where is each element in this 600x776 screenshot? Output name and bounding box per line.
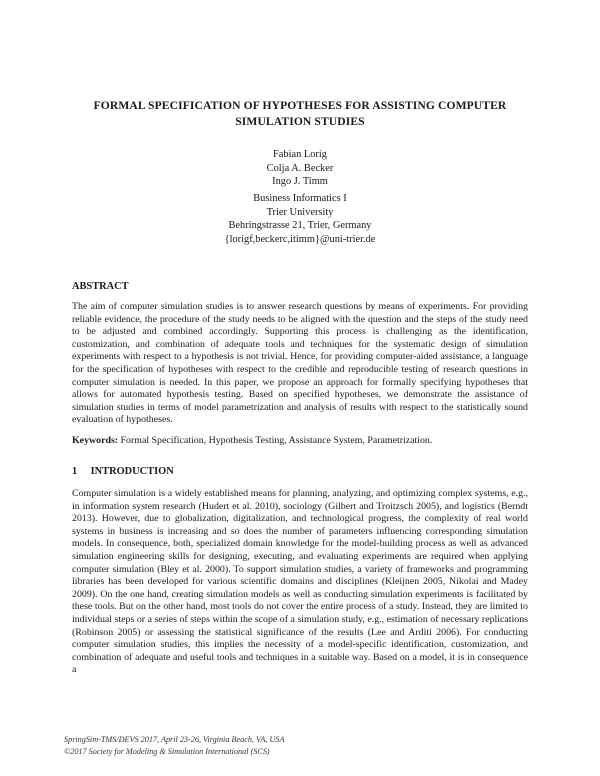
conference-line: SpringSim-TMS/DEVS 2017, April 23-26, Virginia Beach, VA, USA bbox=[64, 735, 285, 744]
affiliation-university: Trier University bbox=[266, 206, 334, 218]
abstract-heading: ABSTRACT bbox=[72, 281, 129, 292]
section-title: INTRODUCTION bbox=[90, 466, 174, 477]
keywords-label: Keywords: bbox=[72, 435, 119, 446]
author-name: Colja A. Becker bbox=[266, 162, 334, 174]
paper-title bbox=[72, 98, 528, 130]
introduction-heading bbox=[72, 466, 174, 477]
section-number: 1 bbox=[72, 466, 78, 477]
affiliation-address: Behringstrasse 21, Trier, Germany bbox=[228, 220, 372, 231]
copyright-line: ©2017 Society for Modeling & Simulation International (SCS) bbox=[64, 746, 270, 756]
title-line-1: FORMAL SPECIFICATION OF HYPOTHESES FOR ASSISTING COMPUTER bbox=[93, 99, 507, 112]
author-name: Fabian Lorig bbox=[273, 149, 327, 160]
affiliation-department: Business Informatics I bbox=[253, 193, 347, 204]
keywords-text: Formal Specification, Hypothesis Testing, Assistance System, Parametrization. bbox=[120, 435, 433, 446]
abstract-text: The aim of computer simulation studies is to answer research questions by means of experiments. For providing reliable evidence, the procedure of the study needs to be aligned with the question and the steps of the study need to be adjusted and combined accordingly. Supporting this process is challenging as the identification, customization, and combination of adequate tools and techniques for the systematic design of simulation experiments with respect to a hypothesis is not trivial. Hence, for providing computer-aided assistance, a language for the specification of hypotheses with respect to the credible and reproducible testing of research questions in computer simulation is needed. In this paper, we propose an approach for formally specifying hypotheses that allows for automated hypothesis testing. Based on specified hypotheses, we demonstrate the assistance of simulation studies in terms of model parametrization and analysis of results with respect to the statistically sound evaluation of hypotheses. bbox=[72, 301, 528, 426]
affiliation-email[interactable]: {lorigf,beckerc,itimm}@uni-trier.de bbox=[224, 233, 376, 245]
page-footer bbox=[64, 734, 285, 757]
keywords-line bbox=[72, 435, 528, 446]
author-list bbox=[0, 148, 600, 189]
affiliation-block bbox=[0, 192, 600, 246]
introduction-text: Computer simulation is a widely established means for planning, analyzing, and optimizing complex systems, e.g., in information system research (Hudert et al. 2010), sociology (Gilbert and Troitzsch 2005), and logistics (Berndt 2013). However, due to globalization, digitalization, and technological progress, the complexity of real world systems in business is increasing and so does the number of parameters influencing corresponding simulation models. In consequence, both, specialized domain knowledge for the model-building process as well as advanced simulation engineering skills for designing, executing, and evaluating experiments are required when applying computer simulation (Bley et al. 2000). To support simulation studies, a variety of frameworks and programming libraries has been developed for various scientific domains and disciplines (Kleijnen 2005, Nikolai and Madey 2009). On the one hand, creating simulation models as well as conducting simulation experiments is facilitated by these tools. But on the other hand, most tools do not cover the entire process of a study. Instead, they are limited to individual steps or a series of steps within the scope of a simulation study, e.g., estimation of necessary replications (Robinson 2005) or assessing the statistical significance of the results (Lee and Arditi 2006). For conducting computer simulation studies, this implies the necessity of a model-specific identification, customization, and combination of adequate and useful tools and techniques in a suitable way. Based on a model, it is in consequence a bbox=[72, 488, 528, 676]
title-line-2: SIMULATION STUDIES bbox=[235, 115, 365, 128]
author-name: Ingo J. Timm bbox=[272, 176, 328, 187]
